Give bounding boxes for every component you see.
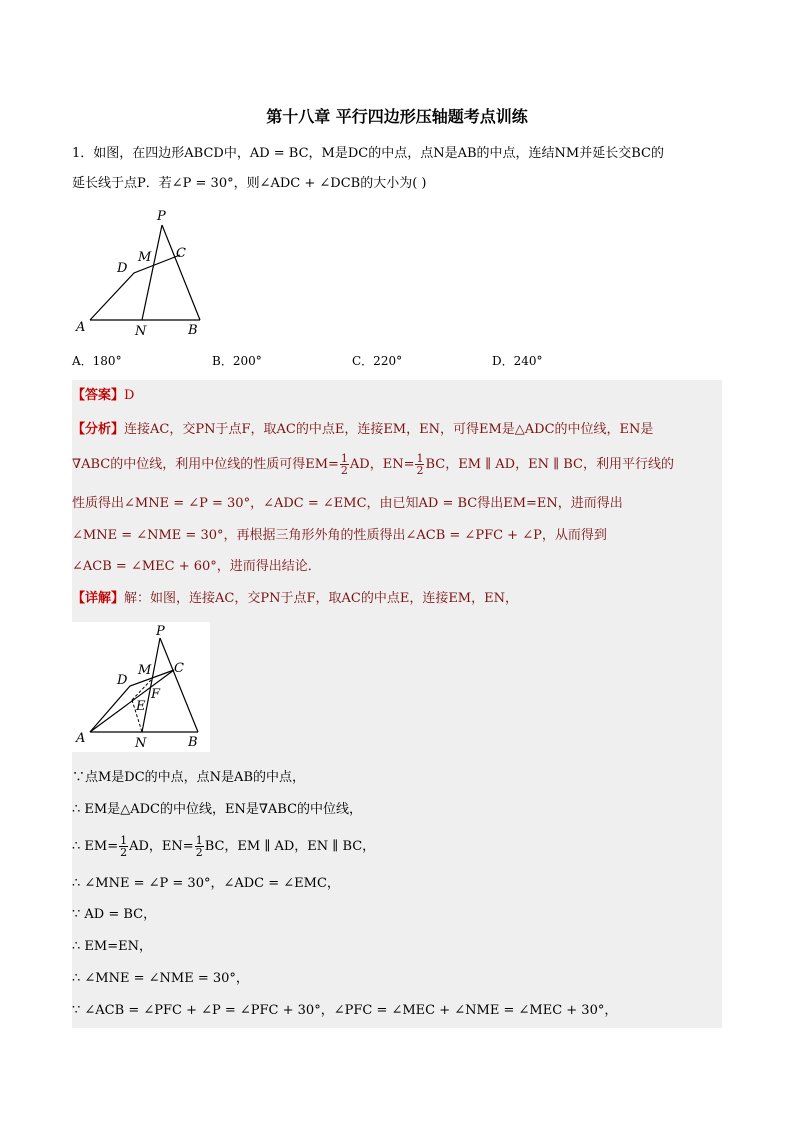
choice-c: C．220°: [352, 354, 403, 368]
fraction: [415, 453, 424, 476]
label-c: C: [176, 246, 186, 261]
answer-value: D: [124, 388, 135, 403]
quadrilateral-figure: [72, 205, 222, 340]
answer-tag: 【答案】: [72, 388, 125, 403]
choice-d: D．240°: [492, 354, 543, 368]
answer-line: [72, 386, 722, 406]
analysis-line-5: ∠ACB = ∠MEC + 60°，进而得出结论．: [72, 559, 321, 574]
fraction-num: 1: [416, 452, 424, 465]
step-4: ∴ ∠MNE = ∠P = 30°，∠ADC = ∠EMC，: [72, 876, 340, 891]
fraction: [340, 453, 349, 476]
choice-a: A．180°: [72, 354, 122, 368]
fraction: [195, 835, 204, 858]
detail-tag: 【详解】: [72, 591, 125, 606]
analysis-line-3: 性质得出∠MNE = ∠P = 30°，∠ADC = ∠EMC，由已知AD = BC得出EM=EN，进而得出: [72, 496, 623, 511]
step-8: ∵ ∠ACB = ∠PFC + ∠P = ∠PFC + 30°，∠PFC = ∠MEC + ∠NME = ∠MEC + 30°，: [72, 1003, 618, 1018]
step-6: ∴ EM=EN，: [72, 939, 152, 954]
label-p: P: [157, 209, 166, 224]
label-n: N: [135, 324, 147, 339]
analysis-tag: 【分析】: [72, 422, 125, 437]
fraction-den: 2: [340, 464, 348, 477]
step-3c: BC，EM ∥ AD，EN ∥ BC，: [204, 839, 376, 854]
label-b: B: [188, 735, 198, 750]
analysis-text-1: 连接AC，交PN于点F，取AC的中点E，连接EM，EN，可得EM是△ADC的中位线，EN是: [124, 422, 654, 437]
step-5: ∵ AD = BC，: [72, 907, 157, 922]
label-n: N: [135, 736, 147, 751]
analysis-text-2b: AD，EN=: [349, 457, 415, 472]
step-3b: AD，EN=: [129, 839, 194, 854]
step-7: ∴ ∠MNE = ∠NME = 30°，: [72, 971, 249, 986]
step-1: ∵点M是DC的中点，点N是AB的中点，: [72, 770, 305, 785]
choice-b: B．200°: [212, 354, 262, 368]
detail-intro: 解：如图，连接AC，交PN于点F，取AC的中点E，连接EM，EN，: [124, 591, 518, 606]
label-m: M: [138, 250, 152, 265]
label-c: C: [174, 661, 184, 676]
analysis-text-2a: ∇ABC的中位线，利用中位线的性质可得EM=: [72, 457, 339, 472]
fraction-num: 1: [340, 452, 348, 465]
fraction-num: 1: [120, 834, 128, 847]
fraction-den: 2: [416, 464, 424, 477]
answer-choices: [72, 352, 732, 369]
question-line-1: 1．如图，在四边形ABCD中，AD = BC，M是DC的中点，点N是AB的中点，连结NM并延长交BC的: [72, 146, 664, 161]
label-a: A: [76, 731, 86, 746]
page-title: 第十八章 平行四边形压轴题考点训练: [266, 107, 528, 126]
solution-figure: [72, 622, 210, 752]
label-a: A: [76, 320, 86, 335]
fraction-den: 2: [195, 846, 203, 859]
analysis-line-4: ∠MNE = ∠NME = 30°，再根据三角形外角的性质得出∠ACB = ∠PFC + ∠P，从而得到: [72, 528, 607, 543]
question-line-2: 延长线于点P．若∠P = 30°，则∠ADC + ∠DCB的大小为( ): [72, 176, 427, 191]
fraction: [119, 835, 128, 858]
step-3: [72, 835, 722, 858]
analysis-text-2c: BC，EM ∥ AD，EN ∥ BC，利用平行线的: [425, 457, 674, 472]
label-d: D: [117, 673, 128, 688]
fraction-num: 1: [195, 834, 203, 847]
label-e: E: [136, 699, 146, 714]
detail-line: [72, 589, 722, 609]
step-3a: ∴ EM=: [72, 839, 119, 854]
label-p: P: [156, 624, 165, 639]
step-2: ∴ EM是△ADC的中位线，EN是∇ABC的中位线，: [72, 802, 363, 817]
fraction-den: 2: [120, 846, 128, 859]
analysis-line-2: [72, 453, 722, 476]
label-d: D: [117, 261, 128, 276]
label-b: B: [188, 323, 198, 338]
analysis-line-1: [72, 420, 722, 440]
label-m: M: [138, 663, 152, 678]
label-f: F: [151, 687, 161, 702]
